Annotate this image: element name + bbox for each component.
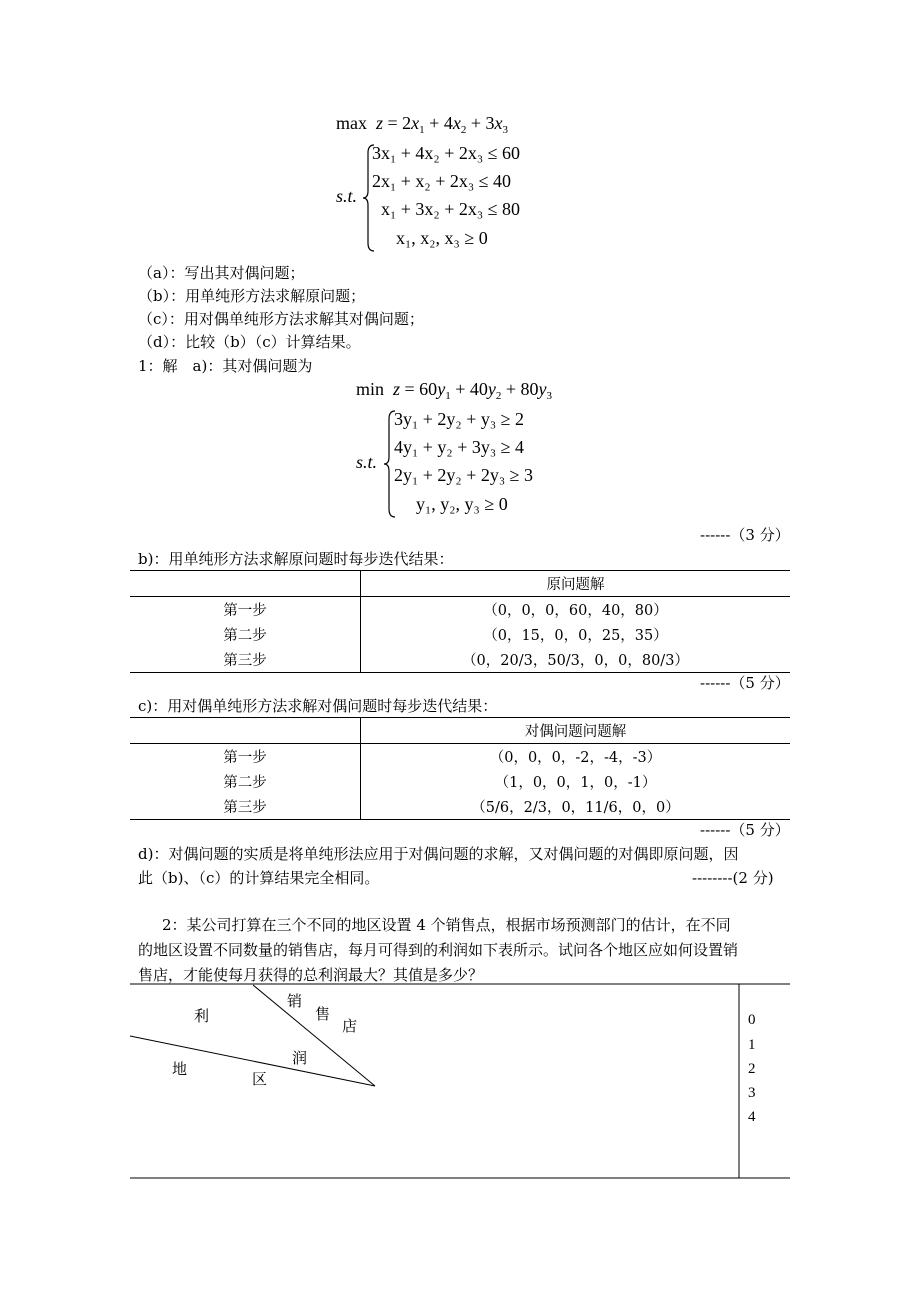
step-cell: 第一步 <box>130 597 361 623</box>
diag-label-shou: 售 <box>315 1005 331 1023</box>
primal-constraint-1: 3x₁ + 4x₂ + 2x₃ ≤ 60 <box>372 143 521 163</box>
table-header-primal: 原问题解 <box>361 571 791 597</box>
step-cell: 第二步 <box>130 622 361 647</box>
primal-objective-prefix: max <box>336 113 367 133</box>
value-cell: （0，15，0，0，25，35） <box>483 628 668 644</box>
step-cell: 第二步 <box>130 769 361 794</box>
dual-objective-prefix: min <box>356 379 385 399</box>
primal-constraint-2: 2x₁ + x₂ + 2x₃ ≤ 40 <box>372 171 512 191</box>
part-d-line-2: 此（b)、（c）的计算结果完全相同。 <box>138 869 380 887</box>
diag-label-run: 润 <box>292 1049 308 1067</box>
step-cell: 第三步 <box>130 794 361 820</box>
diag-label-di: 地 <box>172 1060 188 1078</box>
value-cell: （0，0，0，60，40，80） <box>483 603 668 619</box>
dual-constraint-1: 3y₁ + 2y₂ + y₃ ≥ 2 <box>394 409 525 429</box>
value-cell: （0，0，0，-2，-4，-3） <box>489 750 662 766</box>
score-a: ------（3 分） <box>700 526 790 544</box>
dual-objective: $\min z = 60y_1 + 40y_2 + 80y_3$ <box>356 379 552 402</box>
score-c: ------（5 分） <box>700 821 790 839</box>
diag-label-qu: 区 <box>252 1070 268 1088</box>
problem2-line-3: 售店，才能使每月获得的总利润最大？其值是多少？ <box>138 966 484 984</box>
part-c-title: c)：用对偶单纯形方法求解对偶问题时每步迭代结果： <box>138 697 498 715</box>
table-header-dual: 对偶问题问题解 <box>361 718 791 744</box>
question-c: （c）：用对偶单纯形方法求解其对偶问题； <box>138 310 424 328</box>
dual-constraint-2: 4y₁ + y₂ + 3y₃ ≥ 4 <box>394 437 525 457</box>
primal-constraint-4: x₁, x₂, x₃ ≥ 0 <box>396 228 488 248</box>
primal-st-label: s.t. <box>336 186 358 206</box>
value-cell: （1，0，0，1，0，-1） <box>494 775 657 791</box>
primal-constraint-3: x₁ + 3x₂ + 2x₃ ≤ 80 <box>381 199 521 219</box>
part-d-line-1: d)：对偶问题的实质是将单纯形法应用于对偶问题的求解，又对偶问题的对偶即原问题，因 <box>138 845 739 863</box>
solution-intro: 1：解 a)：其对偶问题为 <box>138 357 313 375</box>
diag-label-li: 利 <box>194 1007 210 1025</box>
primal-objective: $\max z = 2x_1 + 4x_2 + 3x_3$ <box>336 113 508 136</box>
step-cell: 第三步 <box>130 647 361 673</box>
question-d: （d）：比较（b）（c）计算结果。 <box>138 333 361 351</box>
question-a: （a）：写出其对偶问题； <box>138 264 305 282</box>
store-count-1: 1 <box>748 1037 756 1053</box>
dual-constraint-4: y₁, y₂, y₃ ≥ 0 <box>416 494 508 514</box>
diag-label-dian: 店 <box>342 1017 358 1035</box>
store-count-0: 0 <box>748 1012 756 1028</box>
diag-label-xiao: 销 <box>287 992 303 1010</box>
question-b: （b）：用单纯形方法求解原问题； <box>138 287 366 305</box>
score-d: --------(2 分) <box>692 869 774 887</box>
store-count-2: 2 <box>748 1061 756 1077</box>
store-count-4: 4 <box>748 1109 756 1125</box>
dual-constraint-3: 2y₁ + 2y₂ + 2y₃ ≥ 3 <box>394 465 534 485</box>
score-b: ------（5 分） <box>700 674 790 692</box>
store-count-3: 3 <box>748 1085 756 1101</box>
value-cell: （0，20/3，50/3，0，0，80/3） <box>361 647 791 673</box>
part-b-title: b)：用单纯形方法求解原问题时每步迭代结果： <box>138 550 454 568</box>
problem2-line-1: 2：某公司打算在三个不同的地区设置 4 个销售点，根据市场预测部门的估计，在不同 <box>162 916 731 934</box>
step-cell: 第一步 <box>130 744 361 770</box>
value-cell: （5/6，2/3，0，11/6，0，0） <box>361 794 791 820</box>
dual-st-label: s.t. <box>356 452 378 472</box>
problem2-line-2: 的地区设置不同数量的销售店，每月可得到的利润如下表所示。试问各个地区应如何设置销 <box>138 941 739 959</box>
